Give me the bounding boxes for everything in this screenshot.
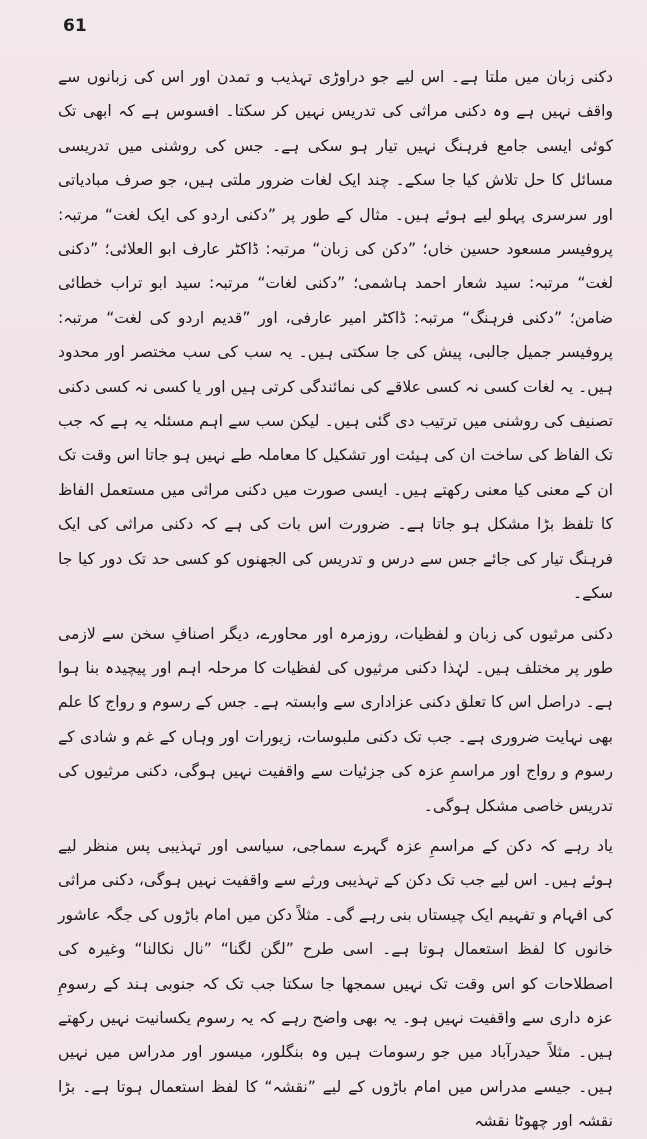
body-text (58, 60, 613, 1139)
paragraph-1: دکنی زبان میں ملتا ہے۔ اس لیے جو دراوڑی تہذیب و تمدن اور اس کی زبانوں سے واقف نہیں ہے وہ دکنی مراثی کی تدریس نہیں کر سکتا۔ افسوس ہے کہ ابھی تک کوئی ایسی جامع فرہنگ نہیں تیار ہو سکی ہے۔ جس کی روشنی میں تدریسی مسائل کا حل تلاش کیا جا سکے۔ چند ایک لغات ضرور ملتی ہیں، جو صرف مبادیاتی اور سرسری پہلو لیے ہوئے ہیں۔ مثال کے طور پر ”دکنی اردو کی ایک لغت“ مرتبہ: پروفیسر مسعود حسین خاں؛ ”دکن کی زبان“ مرتبہ: ڈاکٹر عارف ابو العلائی؛ ”دکنی لغت“ مرتبہ: سید شعار احمد ہاشمی؛ ”دکنی لغات“ مرتبہ: سید ابو تراب خطائی ضامن؛ ”دکنی فرہنگ“ مرتبہ: ڈاکٹر امیر عارفی، اور ”قدیم اردو کی لغت“ مرتبہ: پروفیسر جمیل جالبی، پیش کی جا سکتی ہیں۔ یہ سب کی سب مختصر اور محدود ہیں۔ یہ لغات کسی نہ کسی علاقے کی نمائندگی کرتی ہیں اور یا کسی نہ کسی دکنی تصنیف کی روشنی میں ترتیب دی گئی ہیں۔ لیکن سب سے اہم مسئلہ یہ ہے کہ جب تک الفاظ کی ساخت ان کی ہیئت اور تشکیل کا معاملہ طے نہیں ہو جاتا اس وقت تک ان کے معنی کیا معنی رکھتے ہیں۔ ایسی صورت میں دکنی مراثی میں مستعمل الفاظ کا تلفظ بڑا مشکل ہو جاتا ہے۔ ضرورت اس بات کی ہے کہ دکنی مراثی کی ایک فرہنگ تیار کی جائے جس سے درس و تدریس کی الجھنوں کو کسی حد تک دور کیا جا سکے۔ (58, 68, 613, 603)
paragraph-2: دکنی مرثیوں کی زبان و لفظیات، روزمرہ اور محاورے، دیگر اصنافِ سخن سے لازمی طور پر مختلف ہیں۔ لہٰذا دکنی مرثیوں کی لفظیات کا مرحلہ اہم اور پیچیدہ بنا ہوا ہے۔ دراصل اس کا تعلق دکنی عزاداری سے وابستہ ہے۔ جس کے رسوم و رواج کا علم بھی نہایت ضروری ہے۔ جب تک دکنی ملبوسات، زیورات اور وہاں کے غم و شادی کے رسوم و رواج اور مراسمِ عزہ کی جزئیات سے واقفیت نہیں ہوگی، دکنی مرثیوں کی تدریس خاصی مشکل ہوگی۔ (58, 624, 613, 815)
paragraph-3: یاد رہے کہ دکن کے مراسمِ عزہ گہرے سماجی، سیاسی اور تہذیبی پس منظر لیے ہوئے ہیں۔ اس لیے جب تک دکن کے تہذیبی ورثے سے واقفیت نہیں ہوگی، دکنی مراثی کی افہام و تفہیم ایک چیستاں بنی رہے گی۔ مثلاً دکن میں امام باڑوں کی جگہ عاشور خانوں کا لفظ استعمال ہوتا ہے۔ اسی طرح ”لگن لگنا“ ”نال نکالنا“ وغیرہ کی اصطلاحات کو اس وقت تک نہیں سمجھا جا سکتا جب تک کہ جنوبی ہند کے رسومِ عزہ داری سے واقفیت نہیں ہو۔ یہ بھی واضح رہے کہ یہ رسوم یکسانیت نہیں رکھتے ہیں۔ مثلاً حیدرآباد میں جو رسومات ہیں وہ بنگلور، میسور اور مدراس میں نہیں ہیں۔ جیسے مدراس میں امام باڑوں کے لیے ”نقشہ“ کا لفظ استعمال ہوتا ہے۔ بڑا نقشہ اور چھوٹا نقشہ (58, 836, 613, 1131)
page-number: 61 (63, 16, 87, 36)
